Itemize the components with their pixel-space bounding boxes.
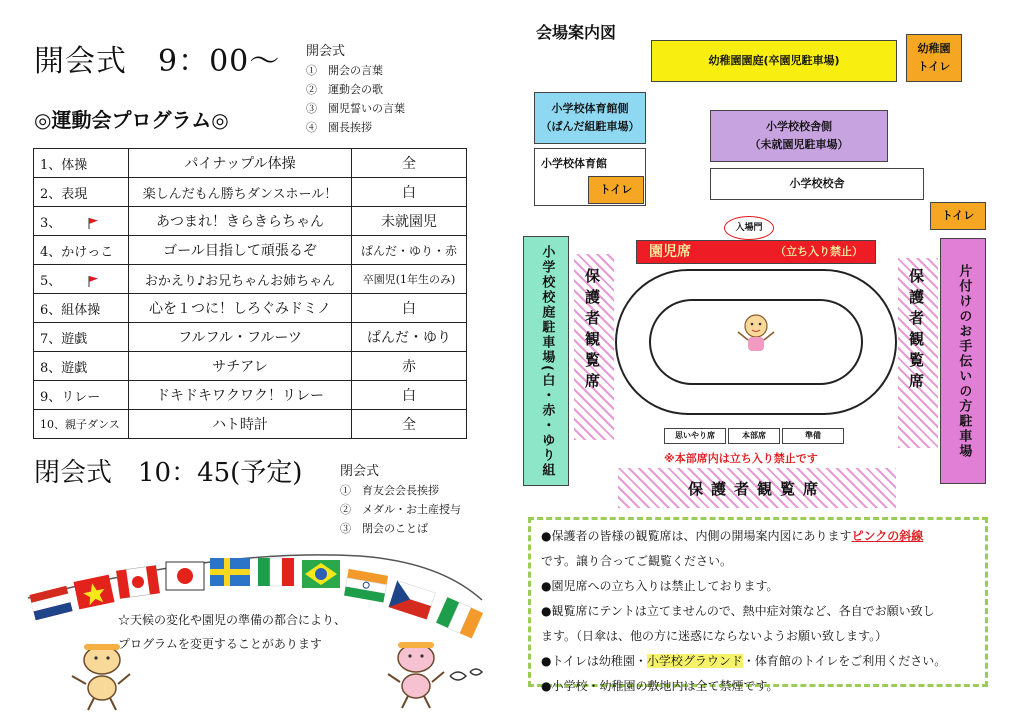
program-number-cell	[34, 265, 129, 294]
program-number: 3、	[40, 215, 62, 231]
guardian-seating-left-label: 保護者観覧席	[583, 268, 601, 394]
kindergarten-toilet: 幼稚園 トイレ	[906, 34, 962, 82]
headquarters-no-entry-warning: ※本部席内は立ち入り禁止です	[664, 452, 818, 465]
school-gym-side-parking: 小学校体育館側 （ぱんだ組駐車場）	[534, 92, 646, 144]
program-title: サチアレ	[129, 352, 352, 381]
opening-ceremony-title: 開会式 9：00～	[34, 44, 281, 79]
closing-note-item: ① 育友会会長挨拶	[340, 484, 439, 497]
flag-sweden-icon	[210, 558, 250, 586]
guardian-seating-right-label: 保護者観覧席	[907, 268, 925, 394]
kids-seating-no-entry: （立ち入り禁止）	[775, 245, 863, 259]
notice-text: ●保護者の皆様の観覧席は、内側の開場案内図にあります	[541, 529, 852, 543]
schedule-change-note	[118, 608, 346, 656]
program-group: 白	[352, 178, 467, 207]
program-title: 楽しんだもん勝ちダンスホール！	[129, 178, 352, 207]
running-child-right-illustration	[388, 642, 482, 708]
preparation-area: 準備	[782, 428, 844, 444]
program-heading: ◎運動会プログラム◎	[34, 108, 229, 132]
program-number: 4、かけっこ	[34, 236, 129, 265]
flag-canada-icon	[116, 565, 160, 598]
program-group: 未就園児	[352, 207, 467, 236]
consideration-seats: 思いやり席	[664, 428, 726, 444]
table-row	[34, 323, 467, 352]
flag-czech-icon	[389, 581, 436, 620]
school-building: 小学校校舎	[710, 168, 924, 200]
program-number: 9、リレー	[34, 381, 129, 410]
kids-seating-label: 園児席	[649, 243, 691, 260]
opening-note-item: ① 開会の言葉	[306, 64, 383, 77]
table-row	[34, 410, 467, 439]
schoolground-highlight: 小学校グラウンド	[646, 654, 743, 668]
program-number-cell	[34, 207, 129, 236]
notice-line: です。譲り合ってご観覧ください。	[541, 554, 733, 568]
program-number: 2、表現	[34, 178, 129, 207]
schedule-change-note-line: プログラムを変更することがあります	[118, 637, 322, 651]
program-group: 白	[352, 381, 467, 410]
program-group: 全	[352, 149, 467, 178]
program-group: 全	[352, 410, 467, 439]
program-group: ぱんだ・ゆり・赤	[352, 236, 467, 265]
notice-line: ●観覧席にテントは立てませんので、熱中症対策など、各自でお願い致し	[541, 604, 935, 618]
guardian-seating-bottom-label: 保護者観覧席	[687, 480, 826, 498]
table-row	[34, 294, 467, 323]
program-number: 1、体操	[34, 149, 129, 178]
schedule-change-note-line: ☆天候の変化や園児の準備の都合により、	[118, 613, 347, 627]
program-title: ゴール目指して頑張るぞ	[129, 236, 352, 265]
program-number: 5、	[40, 273, 62, 289]
program-group: ぱんだ・ゆり	[352, 323, 467, 352]
notice-line: ●園児席への立ち入りは禁止しております。	[541, 579, 779, 593]
red-flag-icon	[87, 275, 99, 287]
program-number: 6、組体操	[34, 294, 129, 323]
program-group: 白	[352, 294, 467, 323]
entrance-gate: 入場門	[724, 216, 774, 240]
opening-notes-heading: 開会式	[306, 44, 346, 59]
closing-note-item: ③ 閉会のことば	[340, 522, 428, 535]
program-group: 卒園児(1年生のみ)	[352, 265, 467, 294]
schoolyard-parking	[523, 236, 569, 486]
program-table	[33, 148, 467, 439]
table-row	[34, 236, 467, 265]
running-track	[612, 266, 900, 418]
program-title: ドキドキワクワク！リレー	[129, 381, 352, 410]
flag-italy-icon	[258, 558, 294, 586]
table-row	[34, 149, 467, 178]
kids-seating-area	[636, 240, 876, 264]
notice-box	[528, 517, 988, 693]
notice-text: ●トイレは幼稚園・	[541, 654, 647, 668]
program-title: ハト時計	[129, 410, 352, 439]
closing-ceremony-notes	[340, 462, 461, 538]
table-row	[34, 178, 467, 207]
kindergarten-yard-parking: 幼稚園園庭(卒園児駐車場)	[651, 40, 897, 82]
opening-ceremony-notes	[306, 42, 405, 137]
opening-note-item: ③ 園児誓いの言葉	[306, 102, 405, 115]
right-toilet: トイレ	[930, 202, 986, 230]
gym-toilet: トイレ	[588, 176, 644, 204]
flag-vietnam-icon	[73, 575, 114, 610]
program-title: 心を１つに！しろぐみドミノ	[129, 294, 352, 323]
program-number: 10、親子ダンス	[34, 410, 129, 439]
venue-map-title: 会場案内図	[536, 23, 617, 42]
school-building-side-parking: 小学校校舎側 （未就園児駐車場）	[710, 110, 888, 162]
notice-line	[541, 524, 975, 549]
notice-line: ます。（日傘は、他の方に迷惑にならないようお願い致します。）	[541, 629, 888, 643]
red-flag-icon	[87, 217, 99, 229]
flag-brazil-icon	[302, 560, 340, 588]
school-gymnasium: 小学校体育館	[534, 148, 646, 206]
helper-parking	[940, 238, 986, 484]
helper-parking-label: 片付けのお手伝いの方駐車場	[956, 263, 972, 459]
program-group: 赤	[352, 352, 467, 381]
table-row	[34, 265, 467, 294]
table-row	[34, 352, 467, 381]
flag-ireland-icon	[436, 597, 483, 638]
flag-netherlands-icon	[29, 586, 72, 620]
program-title: あつまれ！きらきらちゃん	[129, 207, 352, 236]
program-title: パイナップル体操	[129, 149, 352, 178]
closing-ceremony-title: 閉会式 10：45(予定)	[34, 458, 303, 488]
headquarters-seats: 本部席	[728, 428, 780, 444]
flag-japan-icon	[166, 562, 204, 590]
notice-line	[541, 649, 975, 674]
program-number: 8、遊戯	[34, 352, 129, 381]
program-title: おかえり♪お兄ちゃんお姉ちゃん	[129, 265, 352, 294]
notice-line: ●小学校・幼稚園の敷地内は全て禁煙です。	[541, 679, 779, 693]
program-title: フルフル・フルーツ	[129, 323, 352, 352]
opening-note-item: ② 運動会の歌	[306, 83, 383, 96]
closing-notes-heading: 閉会式	[340, 464, 380, 479]
notice-text: ・体育館のトイレをご利用ください。	[742, 654, 947, 668]
opening-note-item: ④ 園長挨拶	[306, 121, 372, 134]
flag-india-icon	[344, 569, 388, 603]
table-row	[34, 207, 467, 236]
closing-note-item: ② メダル・お土産授与	[340, 503, 461, 516]
table-row	[34, 381, 467, 410]
pink-hatch-highlight: ピンクの斜線	[851, 529, 924, 543]
program-number: 7、遊戯	[34, 323, 129, 352]
schoolyard-parking-label: 小学校校庭駐車場(白・赤・ゆり組	[539, 244, 555, 478]
